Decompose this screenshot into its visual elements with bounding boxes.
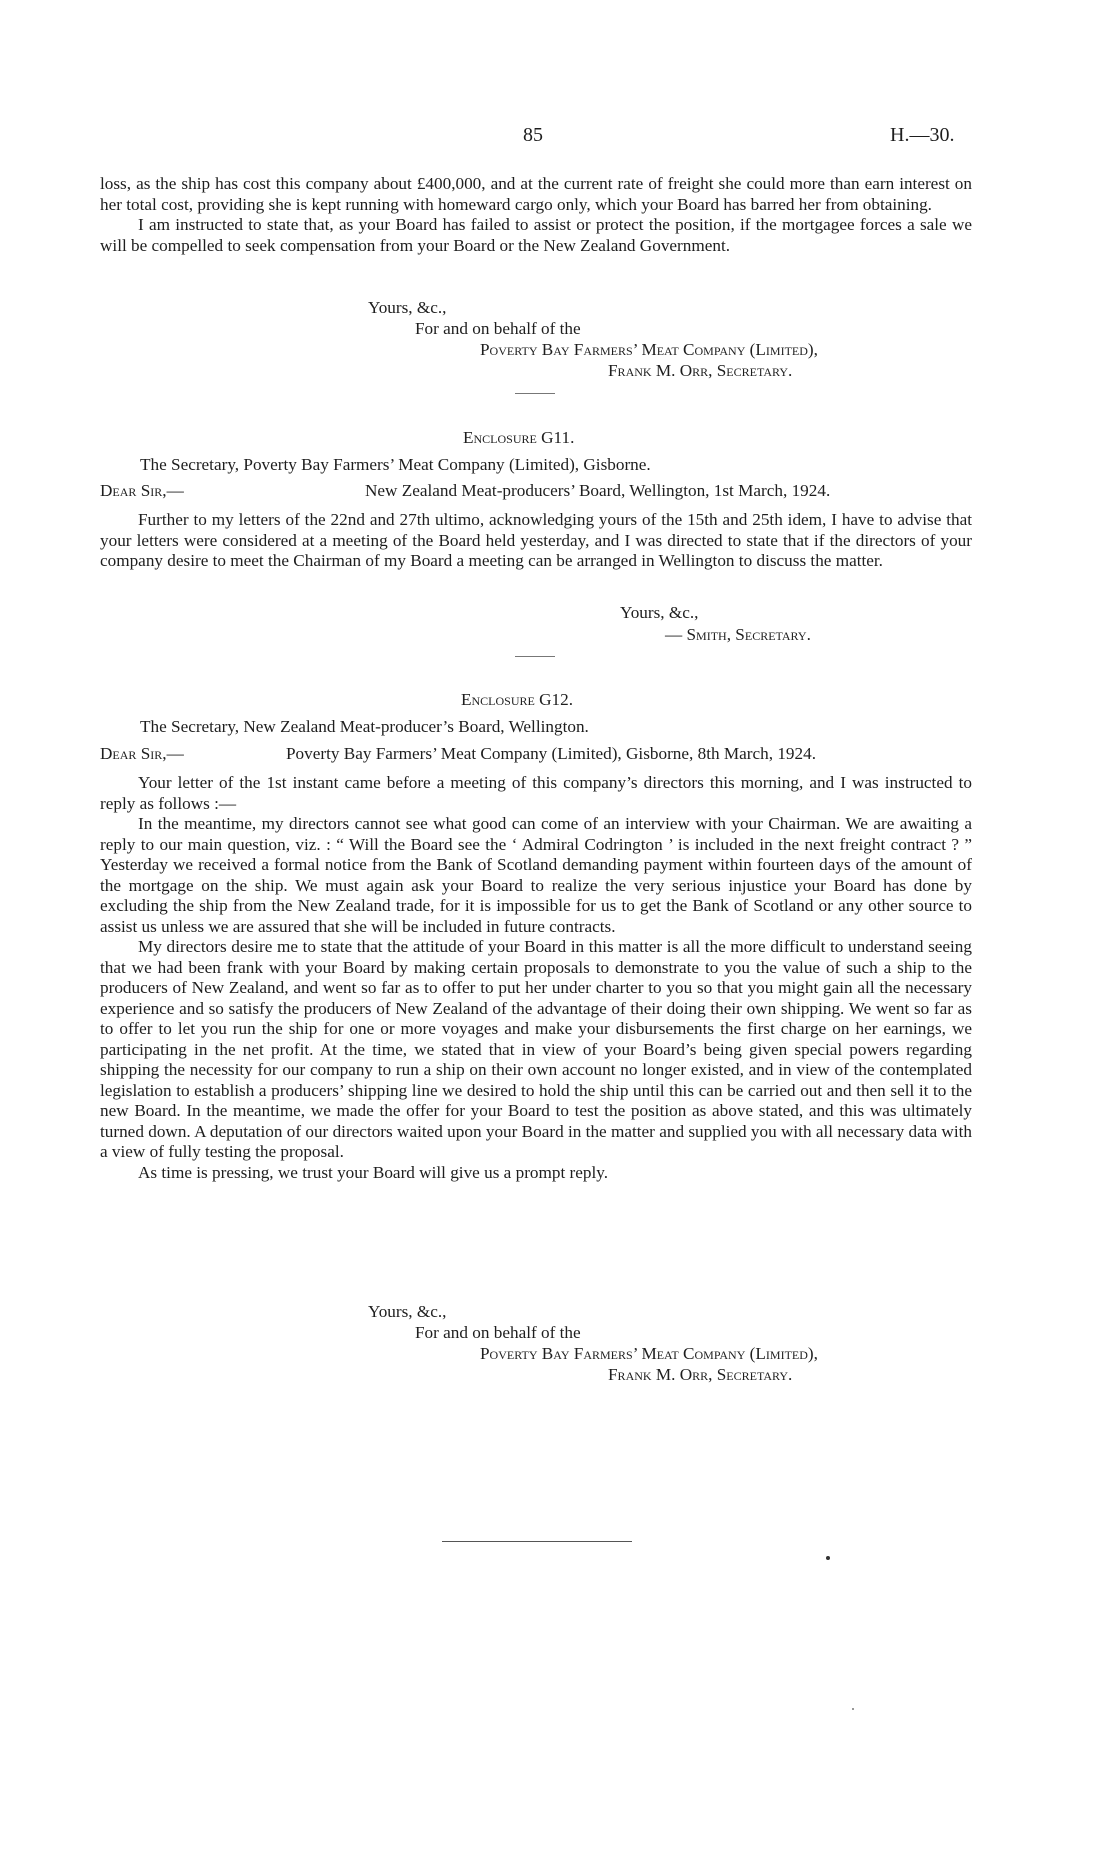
enclosure-g12-addressee: The Secretary, New Zealand Meat-producer’s Board, Wellington. bbox=[140, 717, 589, 736]
company-name: Poverty Bay Farmers’ Meat Company (Limited), bbox=[480, 340, 818, 359]
footer-rule bbox=[442, 1541, 632, 1542]
enclosure-g11-salutation: Dear Sir,— bbox=[100, 481, 184, 500]
enclosure-g12-closing: Yours, &c., bbox=[368, 1302, 447, 1321]
instruction-paragraph: I am instructed to state that, as your Board has failed to assist or protect the position, if the mortgagee forces a sale we will be compelled to seek compensation from your Board or the New Zealand Government. bbox=[100, 215, 972, 255]
enclosure-g11-body bbox=[100, 510, 972, 572]
enclosure-g12-body bbox=[100, 773, 972, 1183]
enclosure-g11-sender-date: New Zealand Meat-producers’ Board, Wellington, 1st March, 1924. bbox=[365, 481, 831, 500]
continuation-section bbox=[100, 174, 972, 256]
enclosure-g11-paragraph: Further to my letters of the 22nd and 27th ultimo, acknowledging yours of the 15th and 25th idem, I have to advise that your letters were considered at a meeting of the Board held yesterday, and I was directed to state that if the directors of your company desire to meet the Chairman of my Board a meeting can be arranged in Wellington to discuss the matter. bbox=[100, 510, 972, 570]
closing-line: Yours, &c., bbox=[368, 298, 447, 317]
enclosure-g11-closing: Yours, &c., bbox=[620, 603, 699, 622]
ink-speck bbox=[852, 1708, 854, 1710]
enclosure-g12-paragraph-4: As time is pressing, we trust your Board will give us a prompt reply. bbox=[138, 1162, 609, 1182]
enclosure-g11-signatory: — Smith, Secretary. bbox=[665, 625, 811, 644]
enclosure-g12-company: Poverty Bay Farmers’ Meat Company (Limited), bbox=[480, 1344, 818, 1363]
document-reference: H.—30. bbox=[890, 124, 955, 146]
section-divider bbox=[515, 656, 555, 657]
enclosure-g11-title: Enclosure G11. bbox=[463, 428, 575, 447]
enclosure-g12-signatory: Frank M. Orr, Secretary. bbox=[608, 1365, 793, 1384]
on-behalf-line: For and on behalf of the bbox=[415, 319, 581, 338]
section-divider bbox=[515, 393, 555, 394]
page-number: 85 bbox=[523, 124, 543, 146]
enclosure-g12-paragraph-3: My directors desire me to state that the attitude of your Board in this matter is all the more difficult to understand seeing that we had been frank with your Board by making certain proposals to demonstrate to you the value of such a ship to the producers of New Zealand, and went so far as to offer to put her under charter to you so that you might gain all the necessary experience and so satisfy the producers of New Zealand of the advantage of their doing their own shipping. We went so far as to offer to let you run the ship for one or more voyages and make your disbursements the first charge on her earnings, we participating in the net profit. At the time, we stated that in view of your Board’s being given special powers regarding shipping the necessity for our company to run a ship on their own account no longer existed, and in view of the contemplated legislation to establish a producers’ shipping line we desired to hold the ship until this can be carried out and then sell it to the new Board. In the meantime, we made the offer for your Board to test the position as above stated, and this was ultimately turned down. A deputation of our directors waited upon your Board in the matter and supplied you with all necessary data with a view of fully testing the proposal. bbox=[100, 937, 972, 1161]
ink-speck bbox=[826, 1556, 830, 1560]
enclosure-g12-paragraph-1: Your letter of the 1st instant came before a meeting of this company’s directors this morning, and I was instructed to reply as follows :— bbox=[100, 773, 972, 813]
signatory: Frank M. Orr, Secretary. bbox=[608, 361, 793, 380]
enclosure-g12-title: Enclosure G12. bbox=[461, 690, 574, 709]
enclosure-g11-addressee: The Secretary, Poverty Bay Farmers’ Meat Company (Limited), Gisborne. bbox=[140, 455, 651, 474]
enclosure-g12-sender-date: Poverty Bay Farmers’ Meat Company (Limited), Gisborne, 8th March, 1924. bbox=[286, 744, 817, 763]
enclosure-g12-paragraph-2: In the meantime, my directors cannot see what good can come of an interview with your Chairman. We are awaiting a reply to our main question, viz. : “ Will the Board see the ‘ Admiral Codrington ’ is included in the next freight contract ? ” Yesterday we received a formal notice from the Bank of Scotland demanding payment within fourteen days of the amount of the mortgage on the ship. We must again ask your Board to realize the very serious injustice your Board has done by excluding the ship from the New Zealand trade, for it is impossible for us to get the Bank of Scotland or any other source to assist us unless we are assured that she will be included in future contracts. bbox=[100, 814, 972, 936]
enclosure-g12-salutation: Dear Sir,— bbox=[100, 744, 184, 763]
enclosure-g12-on-behalf: For and on behalf of the bbox=[415, 1323, 581, 1342]
continuation-paragraph: loss, as the ship has cost this company about £400,000, and at the current rate of freight she could more than earn interest on her total cost, providing she is kept running with homeward cargo only, which your Board has barred her from obtaining. bbox=[100, 174, 972, 214]
